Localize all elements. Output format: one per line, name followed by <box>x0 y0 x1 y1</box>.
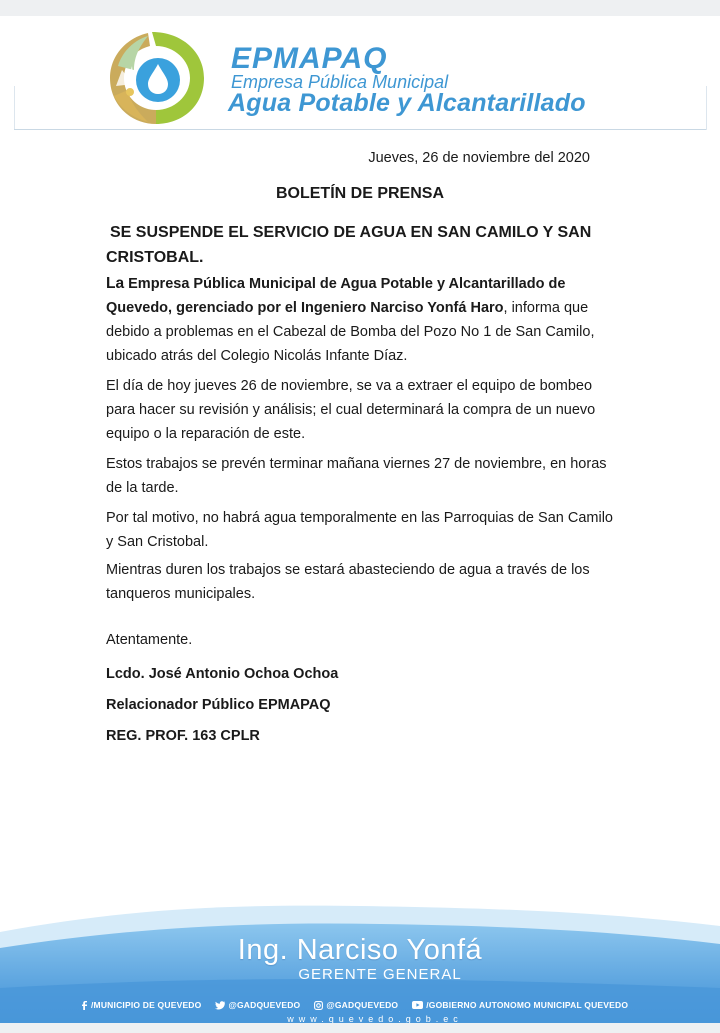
brand-acronym: EPMAPAQ <box>231 42 388 75</box>
header-rule-tick <box>14 86 15 130</box>
body-paragraph: Mientras duren los trabajos se estará abasteciendo de agua a través de los tanqueros municipales. <box>106 562 590 602</box>
brand-subtitle: Empresa Pública Municipal <box>231 72 449 92</box>
facebook-icon <box>80 1000 88 1010</box>
social-label: /MUNICIPIO DE QUEVEDO <box>91 1000 202 1010</box>
headline: SE SUSPENDE EL SERVICIO DE AGUA EN SAN CAMILO Y SAN CRISTOBAL. <box>106 224 592 266</box>
intro-rest: , informa que debido a problemas en el Cabezal de Bomba del Pozo No 1 de San Camilo, ubicado atrás del Colegio Nicolás Infante Díaz. <box>106 300 595 364</box>
social-label: @GADQUEVEDO <box>228 1000 301 1010</box>
release-date: Jueves, 26 de noviembre del 2020 <box>368 150 590 166</box>
social-youtube[interactable] <box>412 1000 628 1010</box>
epmapaq-logo <box>104 26 210 130</box>
social-label: @GADQUEVEDO <box>326 1000 399 1010</box>
instagram-icon <box>314 1001 323 1010</box>
twitter-icon <box>215 1001 225 1010</box>
header-rule-tick <box>706 86 707 130</box>
social-instagram[interactable] <box>314 1000 398 1010</box>
letterhead <box>0 16 720 136</box>
social-label: /GOBIERNO AUTONOMO MUNICIPAL QUEVEDO <box>426 1000 629 1010</box>
intro-paragraph <box>106 272 616 368</box>
body-paragraph: Por tal motivo, no habrá agua temporalmente en las Parroquias de San Camilo y San Cristobal. <box>106 510 613 550</box>
manager-title: GERENTE GENERAL <box>298 966 462 983</box>
social-facebook[interactable] <box>80 1000 201 1010</box>
manager-name: Ing. Narciso Yonfá <box>237 934 483 966</box>
body-paragraph: El día de hoy jueves 26 de noviembre, se va a extraer el equipo de bombeo para hacer su revisión y análisis; el cual determinará la compra de un nuevo equipo o la reparación de este. <box>106 378 596 442</box>
social-links <box>80 1000 680 1010</box>
signer-name: Lcdo. José Antonio Ochoa Ochoa <box>106 666 339 682</box>
social-twitter[interactable] <box>215 1000 300 1010</box>
press-release-page <box>0 16 720 1023</box>
closing: Atentamente. <box>106 632 193 648</box>
signer-registration: REG. PROF. 163 CPLR <box>106 728 260 744</box>
signer-role: Relacionador Público EPMAPAQ <box>106 697 331 713</box>
document-title: BOLETÍN DE PRENSA <box>275 185 444 202</box>
intro-lead: La <box>106 275 125 292</box>
website-link[interactable]: www.quevedo.gob.ec <box>287 1014 463 1023</box>
body-paragraph: Estos trabajos se prevén terminar mañana viernes 27 de noviembre, en horas de la tarde. <box>106 456 607 496</box>
header-divider <box>14 129 706 130</box>
brand-service: Agua Potable y Alcantarillado <box>228 89 586 117</box>
intro-company: Empresa Pública Municipal de Agua Potable y Alcantarillado de Quevedo, gerenciado por el Ingeniero Narciso Yonfá Haro <box>106 276 566 316</box>
youtube-icon <box>412 1001 423 1009</box>
